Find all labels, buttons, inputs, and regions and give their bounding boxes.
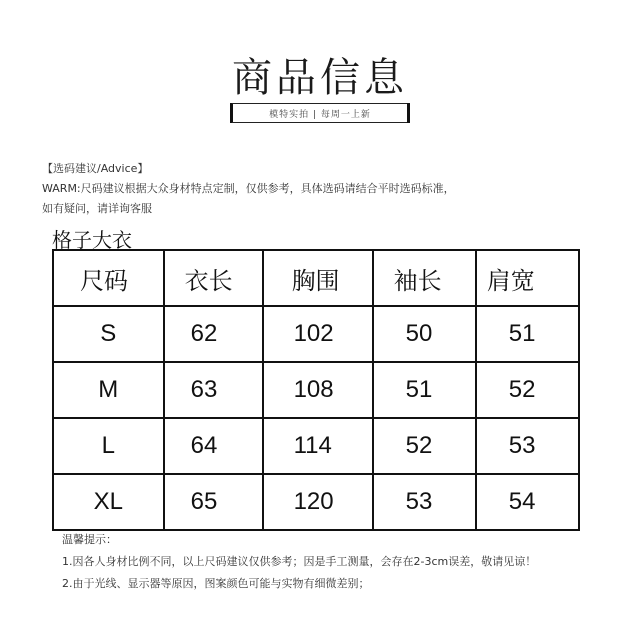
cell-shoulder: 53 [476,418,579,474]
table-row [53,362,579,418]
advice-line-2: 如有疑问，请详询客服 [42,202,152,215]
notes-heading: 温馨提示： [62,533,117,546]
note-item-1: 1.因各人身材比例不同，以上尺码建议仅供参考；因是手工测量，会存在2-3cm误差，敬请见谅！ [62,555,537,568]
cell-size: L [53,418,164,474]
cell-size: XL [53,474,164,530]
header-shoulder: 肩宽 [476,250,579,306]
cell-size: M [53,362,164,418]
table-row [53,474,579,530]
cell-chest: 114 [263,418,373,474]
cell-chest: 120 [263,474,373,530]
banner [232,103,408,123]
cell-shoulder: 51 [476,306,579,362]
cell-sleeve: 51 [373,362,476,418]
size-table [52,249,580,531]
notes-block [62,529,536,595]
table-row [53,418,579,474]
cell-length: 62 [164,306,263,362]
cell-chest: 102 [263,306,373,362]
header-sleeve: 袖长 [373,250,476,306]
cell-shoulder: 54 [476,474,579,530]
cell-sleeve: 53 [373,474,476,530]
advice-heading: 【选码建议/Advice】 [42,162,149,175]
banner-text: 模特实拍 | 每周一上新 [269,110,371,120]
banner-right-mark [407,103,410,123]
cell-sleeve: 50 [373,306,476,362]
cell-chest: 108 [263,362,373,418]
cell-length: 64 [164,418,263,474]
header-size: 尺码 [53,250,164,306]
table-header-row [53,250,579,306]
cell-length: 63 [164,362,263,418]
cell-length: 65 [164,474,263,530]
cell-shoulder: 52 [476,362,579,418]
advice-block [42,159,455,219]
header-chest: 胸围 [263,250,373,306]
table-row [53,306,579,362]
cell-size: S [53,306,164,362]
header-length: 衣长 [164,250,263,306]
page-title: 商品信息 [232,55,408,101]
cell-sleeve: 52 [373,418,476,474]
note-item-2: 2.由于光线、显示器等原因，图案颜色可能与实物有细微差别； [62,577,370,590]
advice-line-1: WARM:尺码建议根据大众身材特点定制，仅供参考，具体选码请结合平时选码标准， [42,182,455,195]
product-name: 格子大衣 [52,228,132,252]
